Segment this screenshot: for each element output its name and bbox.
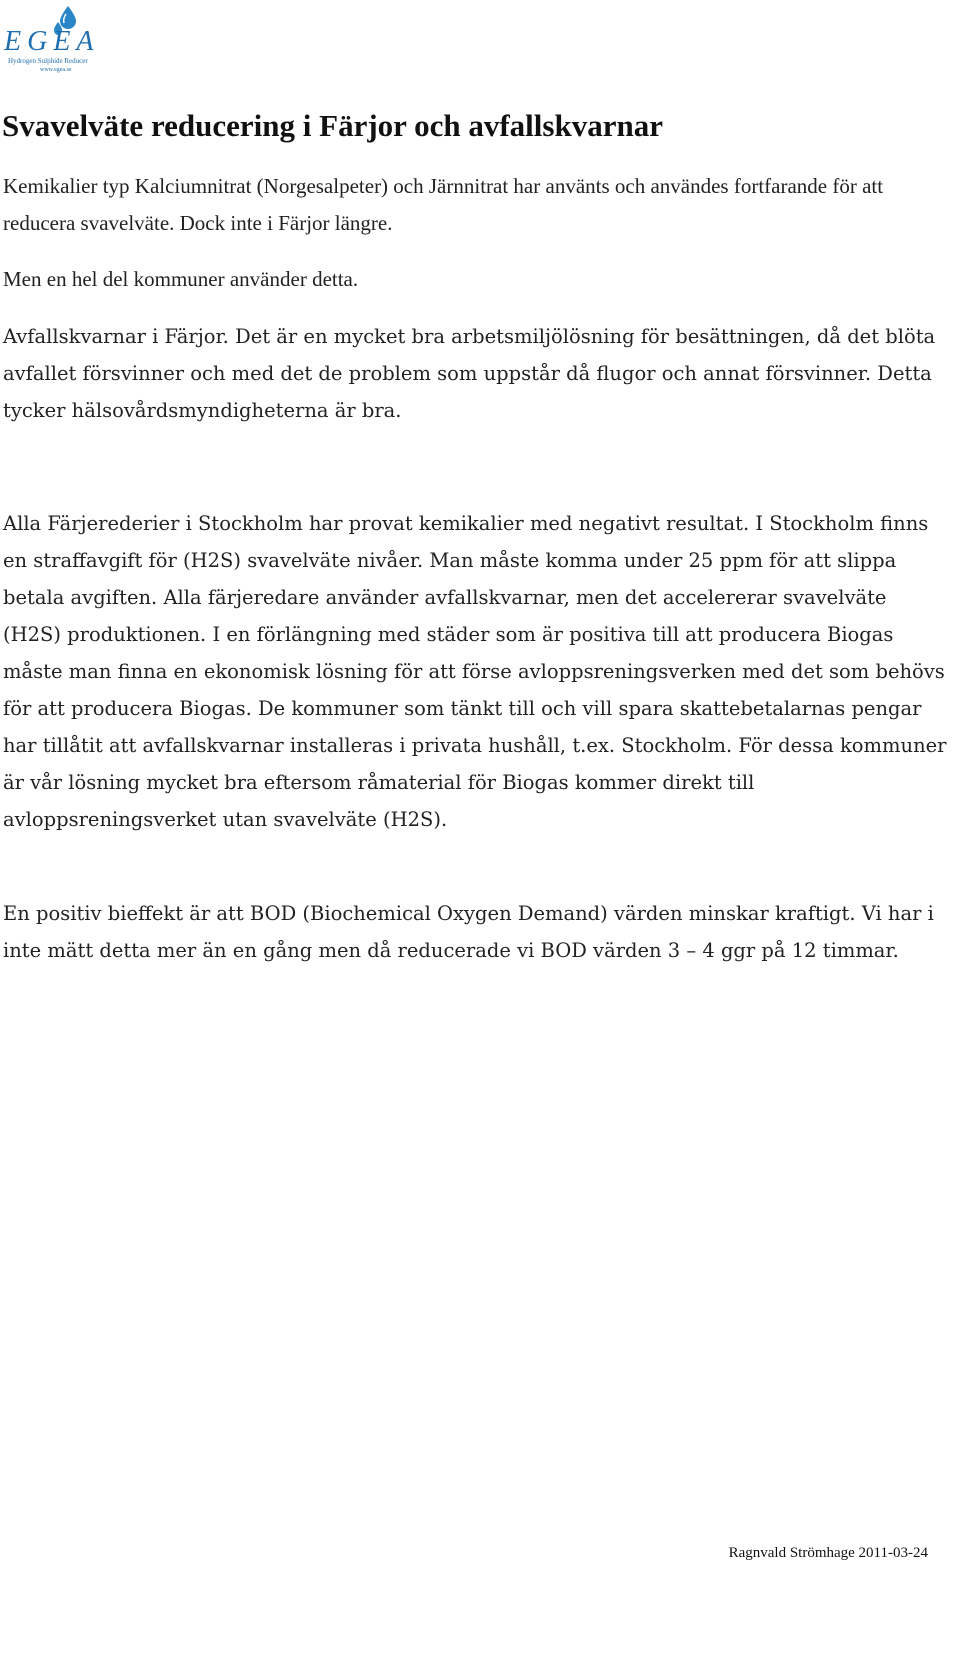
- logo-wordmark: EGEA: [4, 26, 100, 57]
- logo-tagline: Hydrogen Sulphide Reducer: [8, 57, 88, 65]
- document-title: Svavelväte reducering i Färjor och avfallskvarnar: [2, 108, 663, 143]
- paragraph-chemicals: Kemikalier typ Kalciumnitrat (Norgesalpeter) och Järnnitrat har använts och användes fortfarande för att reducera svavelväte. Dock inte i Färjor längre.: [3, 174, 884, 235]
- paragraph-bod-effect: En positiv bieffekt är att BOD (Biochemical Oxygen Demand) värden minskar kraftigt. Vi har i inte mätt detta mer än en gång men då reducerade vi BOD värden 3 – 4 ggr på 12 timmar.: [3, 902, 934, 962]
- logo-url: www.egea.se: [40, 67, 72, 73]
- paragraph-waste-grinders: Avfallskvarnar i Färjor. Det är en mycket bra arbetsmiljölösning för besättningen, då det blöta avfallet försvinner och med det de problem som uppstår då flugor och annat försvinner. Detta tycker hälsovårdsmyndigheterna är bra.: [3, 325, 936, 422]
- author-date-footer: Ragnvald Strömhage 2011-03-24: [728, 1545, 928, 1561]
- paragraph-stockholm-ferries: Alla Färjerederier i Stockholm har provat kemikalier med negativt resultat. I Stockholm finns en straffavgift för (H2S) svavelväte nivåer. Man måste komma under 25 ppm för att slippa betala avgiften. Alla färjeredare använder avfallskvarnar, men det accelererar svavelväte (H2S) produktionen. I en förlängning med städer som är positiva till att producera Biogas måste man finna en ekonomisk lösning för att förse avloppsreningsverken med det som behövs för att producera Biogas. De kommuner som tänkt till och vill spara skattebetalarnas pengar har tillåtit att avfallskvarnar installeras i privata hushåll, t.ex. Stockholm. För dessa kommuner är vår lösning mycket bra eftersom råmaterial för Biogas kommer direkt till avloppsreningsverket utan svavelväte (H2S).: [3, 512, 947, 831]
- paragraph-municipalities: Men en hel del kommuner använder detta.: [3, 267, 359, 291]
